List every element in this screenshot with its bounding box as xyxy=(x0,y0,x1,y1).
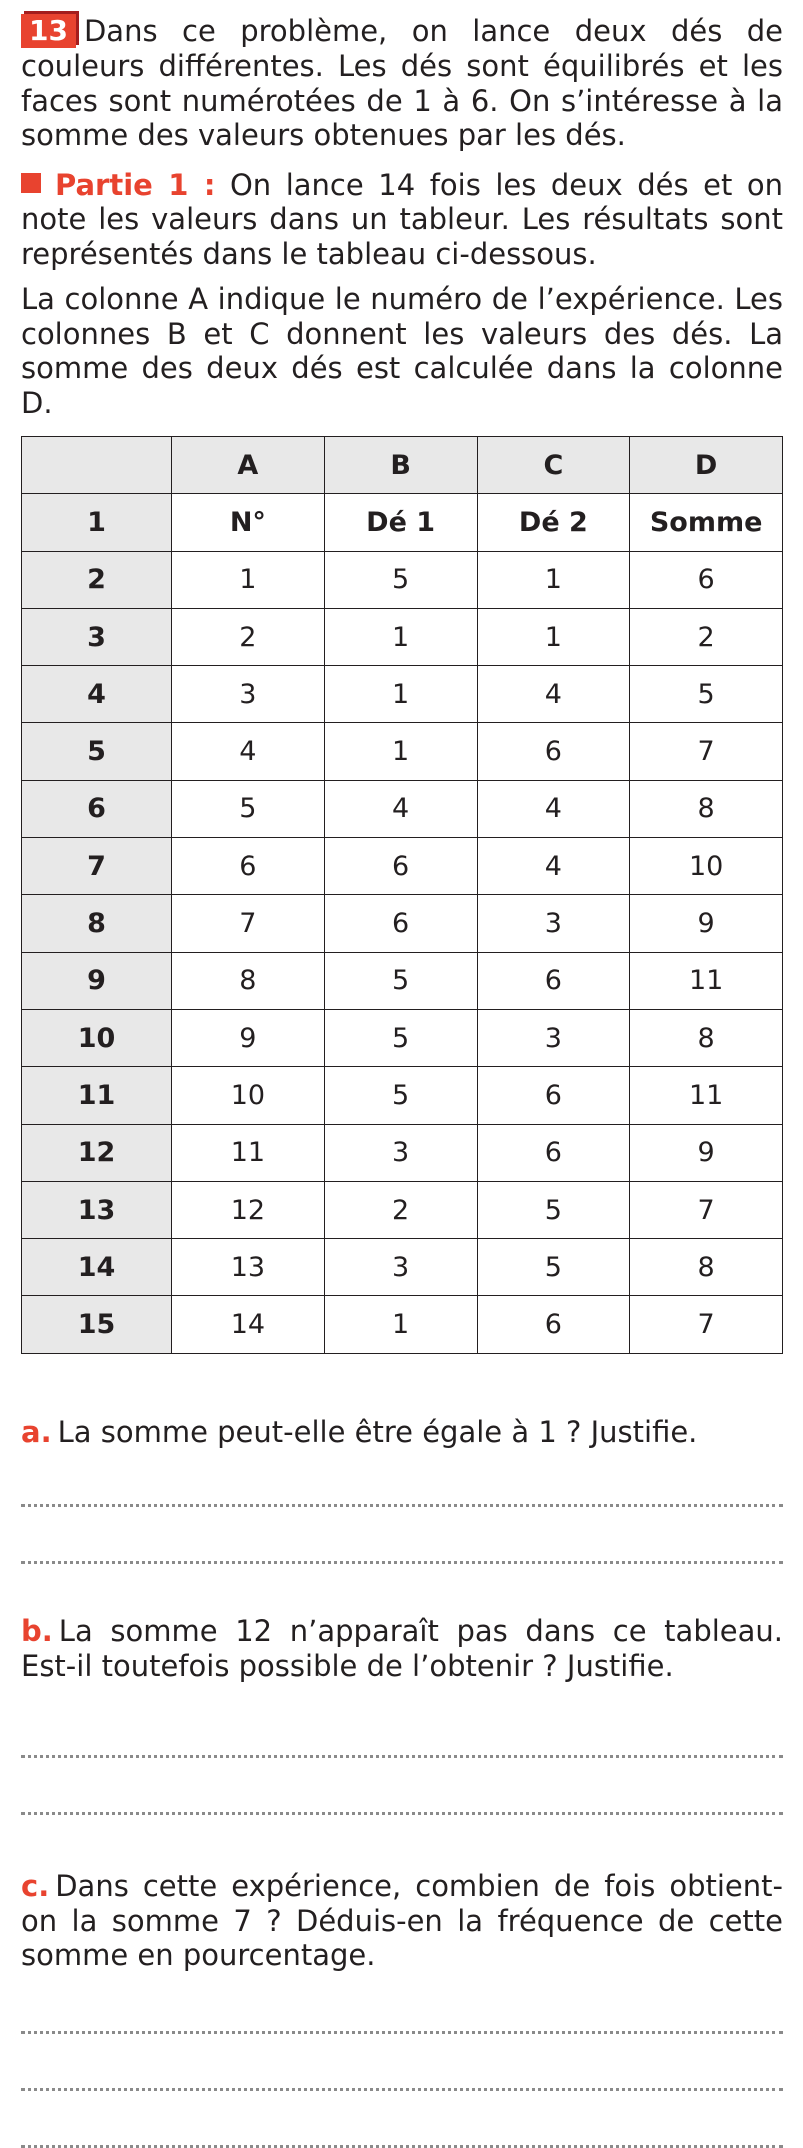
answer-line[interactable] xyxy=(21,2031,783,2034)
table-cell: 5 xyxy=(630,666,783,723)
question-text: Dans cette expérience, combien de fois obtient-on la somme 7 ? Déduis-en la fréquence de cette somme en pourcentage. xyxy=(21,1869,783,1973)
table-cell: 3 xyxy=(477,1009,630,1066)
answer-line[interactable] xyxy=(21,1812,783,1815)
table-row xyxy=(22,1067,783,1124)
table-cell: 11 xyxy=(172,1124,325,1181)
table-cell: 4 xyxy=(477,838,630,895)
table-cell: 5 xyxy=(477,1181,630,1238)
table-cell: 10 xyxy=(630,838,783,895)
column-header: C xyxy=(477,437,630,494)
column-label-cell: Somme xyxy=(630,494,783,551)
table-cell: 4 xyxy=(477,666,630,723)
table-cell: 2 xyxy=(630,608,783,665)
row-header: 2 xyxy=(22,551,172,608)
table-cell: 3 xyxy=(477,895,630,952)
table-cell: 5 xyxy=(324,551,477,608)
exercise-intro-text: Dans ce problème, on lance deux dés de couleurs différentes. Les dés sont équilibrés et les faces sont numérotées de 1 à 6. On s’intéresse à la somme des valeurs obtenues par les dés. xyxy=(21,14,783,152)
row-header: 7 xyxy=(22,838,172,895)
answer-line[interactable] xyxy=(21,1504,783,1507)
table-cell: 8 xyxy=(172,952,325,1009)
table-cell: 6 xyxy=(477,1296,630,1353)
exercise-page xyxy=(21,14,783,2148)
table-cell: 6 xyxy=(324,895,477,952)
table-row xyxy=(22,1009,783,1066)
column-label-cell: Dé 1 xyxy=(324,494,477,551)
table-row xyxy=(22,1239,783,1296)
question-text: La somme 12 n’apparaît pas dans ce tableau. Est-il toutefois possible de l’obtenir ? Justifie. xyxy=(21,1614,783,1683)
row-header: 8 xyxy=(22,895,172,952)
column-label-row xyxy=(22,494,783,551)
row-header: 4 xyxy=(22,666,172,723)
table-cell: 4 xyxy=(172,723,325,780)
row-header: 14 xyxy=(22,1239,172,1296)
corner-cell xyxy=(22,437,172,494)
table-row xyxy=(22,608,783,665)
answer-line[interactable] xyxy=(21,2088,783,2091)
table-cell: 12 xyxy=(172,1181,325,1238)
table-cell: 2 xyxy=(172,608,325,665)
question-a xyxy=(21,1415,783,1450)
table-cell: 4 xyxy=(477,780,630,837)
table-cell: 3 xyxy=(172,666,325,723)
table-row xyxy=(22,780,783,837)
table-cell: 6 xyxy=(477,723,630,780)
row-header: 12 xyxy=(22,1124,172,1181)
row-header: 5 xyxy=(22,723,172,780)
table-cell: 1 xyxy=(324,1296,477,1353)
table-row xyxy=(22,551,783,608)
table-cell: 3 xyxy=(324,1239,477,1296)
column-header: A xyxy=(172,437,325,494)
row-header: 11 xyxy=(22,1067,172,1124)
table-cell: 6 xyxy=(172,838,325,895)
row-header: 10 xyxy=(22,1009,172,1066)
answer-line[interactable] xyxy=(21,1561,783,1564)
table-row xyxy=(22,895,783,952)
row-header: 3 xyxy=(22,608,172,665)
table-row xyxy=(22,723,783,780)
table-cell: 9 xyxy=(172,1009,325,1066)
table-cell: 8 xyxy=(630,780,783,837)
table-cell: 6 xyxy=(324,838,477,895)
column-label-cell: Dé 2 xyxy=(477,494,630,551)
table-cell: 7 xyxy=(630,1296,783,1353)
table-cell: 9 xyxy=(630,1124,783,1181)
row-header: 6 xyxy=(22,780,172,837)
row-header: 9 xyxy=(22,952,172,1009)
table-cell: 7 xyxy=(630,723,783,780)
table-cell: 7 xyxy=(630,1181,783,1238)
table-cell: 1 xyxy=(324,608,477,665)
answer-line[interactable] xyxy=(21,2145,783,2148)
table-row xyxy=(22,1124,783,1181)
table-cell: 10 xyxy=(172,1067,325,1124)
exercise-number-badge: 13 xyxy=(21,14,76,48)
table-cell: 6 xyxy=(630,551,783,608)
column-label-cell: N° xyxy=(172,494,325,551)
row-header: 1 xyxy=(22,494,172,551)
table-cell: 6 xyxy=(477,1067,630,1124)
part-text: On lance 14 fois les deux dés et on note les valeurs dans un tableur. Les résultats sont représentés dans le tableau ci-dessous. xyxy=(21,167,784,271)
table-cell: 2 xyxy=(324,1181,477,1238)
table-cell: 1 xyxy=(172,551,325,608)
table-cell: 1 xyxy=(477,608,630,665)
question-letter: a. xyxy=(21,1414,52,1449)
row-header: 15 xyxy=(22,1296,172,1353)
table-cell: 1 xyxy=(324,723,477,780)
row-header: 13 xyxy=(22,1181,172,1238)
exercise-intro xyxy=(21,14,783,153)
table-cell: 6 xyxy=(477,952,630,1009)
part-paragraph xyxy=(21,168,783,272)
answer-line[interactable] xyxy=(21,1755,783,1758)
column-header: B xyxy=(324,437,477,494)
table-cell: 13 xyxy=(172,1239,325,1296)
table-cell: 4 xyxy=(324,780,477,837)
table-cell: 8 xyxy=(630,1239,783,1296)
table-cell: 5 xyxy=(324,1009,477,1066)
table-cell: 5 xyxy=(324,1067,477,1124)
table-cell: 8 xyxy=(630,1009,783,1066)
question-c xyxy=(21,1869,783,1973)
table-cell: 5 xyxy=(324,952,477,1009)
table-cell: 11 xyxy=(630,952,783,1009)
part-label: Partie 1 : xyxy=(55,167,216,202)
table-cell: 3 xyxy=(324,1124,477,1181)
part-square-icon xyxy=(21,173,41,193)
table-cell: 5 xyxy=(477,1239,630,1296)
columns-explanation: La colonne A indique le numéro de l’expérience. Les colonnes B et C donnent les valeurs des dés. La somme des deux dés est calculée dans la colonne D. xyxy=(21,282,783,420)
table-cell: 5 xyxy=(172,780,325,837)
table-cell: 9 xyxy=(630,895,783,952)
question-letter: b. xyxy=(21,1614,53,1649)
table-cell: 7 xyxy=(172,895,325,952)
question-text: La somme peut-elle être égale à 1 ? Justifie. xyxy=(57,1414,698,1449)
table-row xyxy=(22,952,783,1009)
table-row xyxy=(22,666,783,723)
table-row xyxy=(22,1181,783,1238)
question-letter: c. xyxy=(21,1869,50,1904)
table-cell: 11 xyxy=(630,1067,783,1124)
column-header: D xyxy=(630,437,783,494)
table-cell: 1 xyxy=(477,551,630,608)
question-b xyxy=(21,1614,783,1683)
column-header-row xyxy=(22,437,783,494)
table-cell: 6 xyxy=(477,1124,630,1181)
table-cell: 1 xyxy=(324,666,477,723)
table-row xyxy=(22,838,783,895)
spreadsheet-table xyxy=(21,436,783,1354)
table-cell: 14 xyxy=(172,1296,325,1353)
table-row xyxy=(22,1296,783,1353)
